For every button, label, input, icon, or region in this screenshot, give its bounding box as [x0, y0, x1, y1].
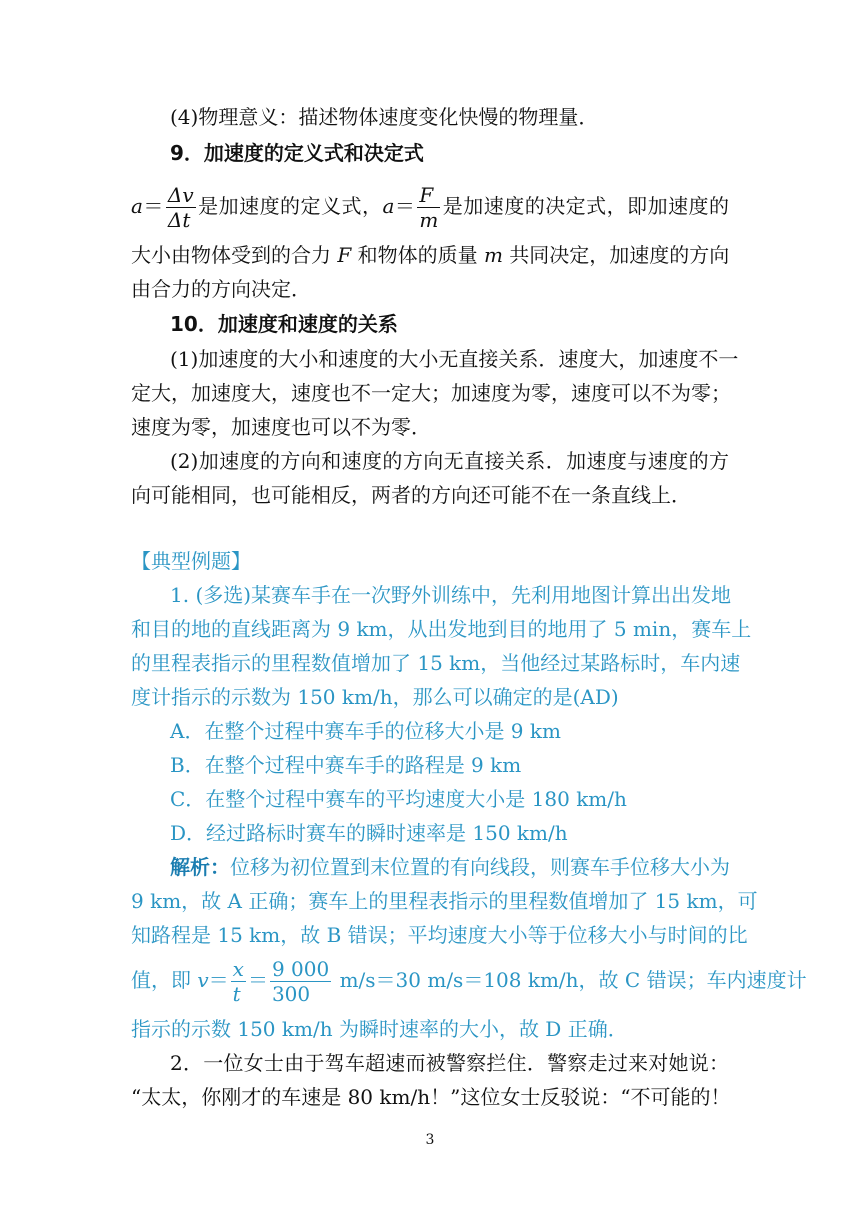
fraction-delta-v-over-delta-t: [166, 185, 196, 230]
symbol-a: a: [131, 194, 143, 218]
equals-sign: ＝: [142, 194, 164, 218]
text-run: 位移为初位置到末位置的有向线段，则赛车手位移大小为: [230, 855, 730, 879]
question-1-line-3: 的里程表指示的里程数值增加了 15 km，当他经过某路标时，车内速: [131, 651, 741, 675]
heading-10: 10．加速度和速度的关系: [170, 312, 398, 336]
fraction-denominator: t: [231, 981, 246, 1004]
symbol-v: v: [197, 968, 209, 992]
fraction-numerator: Δv: [167, 183, 194, 207]
text-run: 值，即: [131, 968, 198, 992]
question-1-line-2: 和目的地的直线距离为 9 km，从出发地到目的地用了 5 min，赛车上: [131, 617, 752, 641]
fraction-denominator: m: [419, 208, 439, 232]
heading-9: 9．加速度的定义式和决定式: [170, 141, 424, 165]
question-2-line-2: “太太，你刚才的车速是 80 km/h！”这位女士反驳说：“不可能的！: [131, 1085, 731, 1109]
question-2-line-1: 2．一位女士由于驾车超速而被警察拦住．警察走过来对她说：: [170, 1051, 729, 1075]
text-run: 共同决定，加速度的方向: [502, 243, 730, 267]
equals-sign: ＝: [208, 968, 229, 992]
section-heading-examples: 【典型例题】: [131, 549, 251, 573]
fraction-numerator: F: [419, 183, 434, 207]
definition-line: [131, 178, 729, 234]
fraction-numerator: x: [232, 957, 244, 981]
text-run: 大小由物体受到的合力: [131, 243, 338, 267]
equals-sign: ＝: [394, 194, 416, 218]
paragraph-10-2-line-2: 向可能相同，也可能相反，两者的方向还可能不在一条直线上．: [131, 483, 691, 507]
question-1-line-1: 1. (多选)某赛车手在一次野外训练中，先利用地图计算出出发地: [170, 583, 732, 607]
option-d: D．经过路标时赛车的瞬时速率是 150 km/h: [170, 821, 568, 845]
text-run: 和物体的质量: [351, 243, 484, 267]
option-b: B．在整个过程中赛车手的路程是 9 km: [170, 753, 522, 777]
fraction-numerator: 9 000: [271, 957, 330, 981]
symbol-F: F: [337, 243, 352, 267]
symbol-a: a: [382, 194, 395, 218]
option-c: C．在整个过程中赛车的平均速度大小是 180 km/h: [170, 787, 627, 811]
fraction-denominator: Δt: [166, 207, 196, 230]
solution-line-1: [170, 850, 729, 884]
page-number: 3: [425, 1132, 435, 1148]
paragraph-10-2-line-1: (2)加速度的方向和速度的方向无直接关系．加速度与速度的方: [170, 449, 729, 473]
solution-line-3: 知路程是 15 km，故 B 错误；平均速度大小等于位移大小与时间的比: [131, 923, 748, 947]
fraction-9000-over-300: [270, 959, 331, 1004]
text-run: m/s＝30 m/s＝108 km/h，故 C 错误；车内速度计: [333, 968, 807, 992]
solution-line-5: 指示的示数 150 km/h 为瞬时速率的大小，故 D 正确．: [131, 1017, 628, 1041]
definition-line-2: [131, 238, 729, 272]
paragraph-10-1-line-2: 定大，加速度大，速度也不一定大；加速度为零，速度可以不为零；: [131, 381, 731, 405]
paragraph-10-1-line-1: (1)加速度的大小和速度的大小无直接关系．速度大，加速度不一: [170, 347, 739, 371]
definition-text: 是加速度的决定式，即加速度的: [442, 194, 730, 218]
fraction-x-over-t: [231, 959, 246, 1004]
paragraph-10-1-line-3: 速度为零，加速度也可以不为零．: [131, 415, 431, 439]
symbol-m: m: [483, 243, 503, 267]
equals-sign: ＝: [247, 968, 268, 992]
paragraph-physical-meaning: (4)物理意义：描述物体速度变化快慢的物理量．: [170, 105, 599, 129]
solution-line-4: [131, 952, 807, 1008]
option-a: A．在整个过程中赛车手的位移大小是 9 km: [170, 719, 561, 743]
fraction-denominator: 300: [270, 981, 331, 1004]
solution-line-2: 9 km，故 A 正确；赛车上的里程表指示的里程数值增加了 15 km，可: [131, 889, 758, 913]
definition-text: 是加速度的定义式，: [197, 194, 383, 218]
solution-label: 解析：: [170, 855, 230, 879]
fraction-f-over-m: [417, 185, 440, 230]
question-1-line-4: 度计指示的示数为 150 km/h，那么可以确定的是(AD): [131, 685, 619, 709]
definition-line-3: 由合力的方向决定．: [131, 277, 311, 301]
